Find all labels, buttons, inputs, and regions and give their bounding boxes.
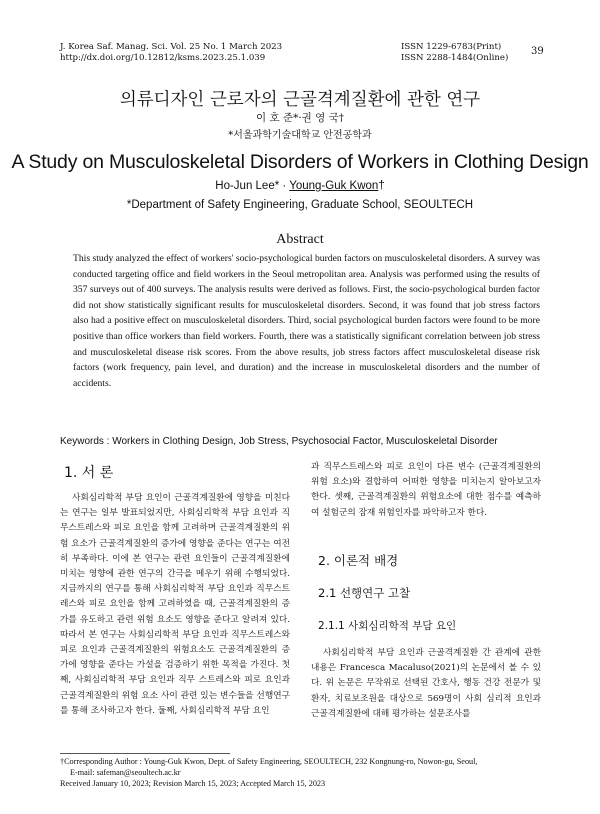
corresponding-mark: † [378, 180, 385, 192]
abstract-body [60, 251, 540, 391]
footnote-divider [60, 753, 230, 754]
issn-block [401, 42, 508, 64]
page-number: 39 [531, 46, 544, 57]
section-2-heading: 2. 이론적 배경 [318, 553, 399, 568]
subsection-2-1-heading: 2.1 선행연구 고찰 [318, 586, 411, 600]
issn-online: ISSN 2288-1484(Online) [401, 53, 509, 63]
footnote-dates: Received January 10, 2023; Revision March 15, 2023; Accepted March 15, 2023 [60, 779, 326, 788]
english-title: A Study on Musculoskeletal Disorders of Workers in Clothing Design [11, 151, 589, 173]
author-first: Ho-Jun Lee* · [215, 180, 290, 192]
doi-link[interactable]: http://dx.doi.org/10.12812/ksms.2023.25.1.039 [60, 53, 266, 63]
footnote [60, 756, 540, 789]
journal-citation: J. Korea Saf. Manag. Sci. Vol. 25 No. 1 March 2023 [60, 42, 283, 52]
subsection-2-1-1-body [311, 646, 541, 722]
section-1-paragraph: 사회심리학적 부담 요인이 근골격계질환에 영향을 미친다는 연구는 일부 발표되었지만, 사회심리학적 부담 요인과 직무스트레스와 피로 요인을 함께 고려하며 근골격계질환의 위험 요소가 근골격계질환의 증가에 영향을 준다는 연구는 여전히 부족하다. 이에 본 연구는 관련 요인들이 근골격계질환에 미치는 영향에 관한 연구의 간극을 메우기 위해 수행되었다. 지금까지의 연구를 통해 사회심리학적 부담 요인과 직무스트레스와 피로 요인을 함께 고려하였을 때, 근골격계질환의 증가를 유도하고 관련 위험 요소도 영향을 준다고 알려져 있다. 따라서 본 연구는 사회심리학적 부담 요인과 직무스트레스와 피로 요인과 근골격계질환의 위험요소도 근골격계질환의 증가에 영향을 준다는 가설을 검증하기 위한 목적을 가진다. 첫째, 사회심리학적 부담 요인과 직무 스트레스와 피로 요인과 근골격계질환의 위험 요소 사이 관련 있는 변수들을 선행연구를 통해 조사하고자 한다. 둘째, 사회심리학적 부담 요인 [60, 493, 290, 716]
section-1-continued: 과 직무스트레스와 피로 요인이 다른 변수 (근골격계질환의 위험 요소)와 결합하여 어떠한 영향을 미치는지 알아보고자 한다. 셋째, 근골격계질환의 위험요소에 대한 점수를 예측하여 설험군의 잠재 위험인자를 파악하고자 한다. [311, 462, 541, 518]
abstract-paragraph: This study analyzed the effect of workers' socio-psychological burden factors on musculoskeletal disorders. A survey was conducted targeting office and field workers in the Seoul metropolitan area. Analysis was performed using the results of 357 surveys out of 400 surveys. The analysis results were derived as follows. First, the socio-psychological burden factor did not show statistically significant results for musculoskeletal disorders. Second, it was found that job stress factors also had a positive effect on musculoskeletal disorders. Third, social psychological burden factors were found to be more positive than office workers than field workers. Fourth, there was a statistically significant correlation between job stress and musculoskeletal disease risk scores. From the above results, job stress factors affect musculoskeletal disease risk factors (work frequency, pain level, and duration) and the increase in musculoskeletal disorders and the number of accidents. [73, 253, 540, 389]
journal-header [60, 42, 282, 64]
issn-print: ISSN 1229-6783(Print) [401, 42, 502, 52]
author-corresponding: Young-Guk Kwon [289, 180, 379, 192]
english-authors [0, 180, 600, 192]
subsection-paragraph: 사회심리학적 부담 요인과 근골격계질환 간 관계에 관한 내용은 Francesca Macaluso(2021)의 논문에서 볼 수 있다. 위 논문은 무작위로 선택된 간호사, 행동 건강 전문가 및 환자, 치료보조원을 대상으로 569명이 사회 심리적 요인과 근골격계질환에 대해 평가하는 설문조사를 [311, 648, 541, 719]
subsection-2-1-1-heading: 2.1.1 사회심리학적 부담 요인 [318, 620, 457, 632]
english-affiliation: *Department of Safety Engineering, Graduate School, SEOULTECH [126, 199, 474, 211]
korean-authors: 이 호 준*·권 영 국† [255, 112, 345, 124]
footnote-email[interactable]: E-mail: safeman@seoultech.ac.kr [70, 768, 181, 777]
korean-title: 의류디자인 근로자의 근골격계질환에 관한 연구 [119, 90, 481, 110]
section-1-body [60, 491, 290, 719]
abstract-heading: Abstract [276, 232, 324, 247]
keywords: Keywords : Workers in Clothing Design, Job Stress, Psychosocial Factor, Musculoskeletal Disorder [60, 436, 498, 447]
footnote-corresponding: †Corresponding Author : Young-Guk Kwon, Dept. of Safety Engineering, SEOULTECH, 232 Kongnung-ro, Nowon-gu, Seoul, [60, 757, 478, 766]
korean-affiliation: *서울과학기술대학교 안전공학과 [228, 130, 372, 141]
section-1-heading: 1. 서 론 [64, 465, 114, 481]
